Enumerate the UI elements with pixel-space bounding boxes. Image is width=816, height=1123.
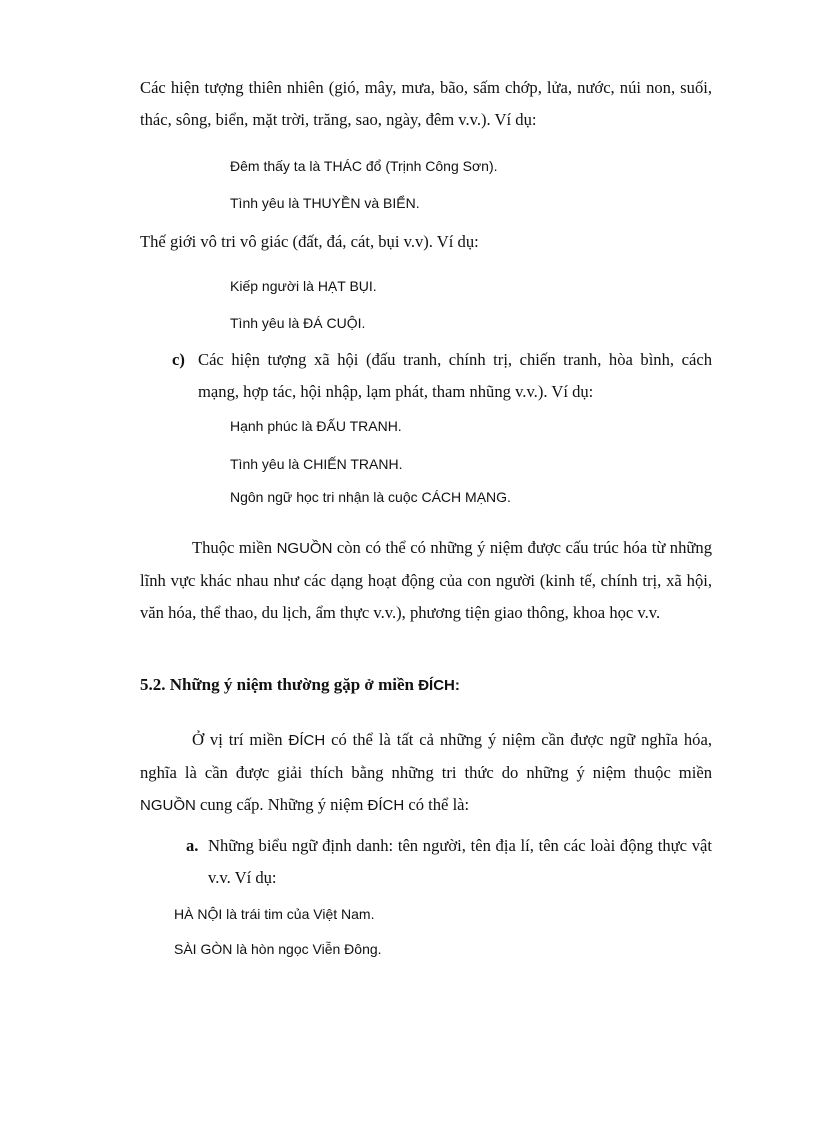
- example-line: Tình yêu là CHIẾN TRANH.: [230, 456, 403, 472]
- naming-expressions-text: Những biểu ngữ định danh: tên người, tên địa lí, tên các loài động thực vật v.v. Ví dụ:: [208, 836, 712, 887]
- term-source: NGUỒN: [140, 797, 196, 814]
- term-source: NGUỒN: [276, 540, 333, 557]
- source-domain-paragraph: Thuộc miền NGUỒN còn có thể có những ý niệm được cấu trúc hóa từ những lĩnh vực khác nhau như các dạng hoạt động của con người (kinh tế, chính trị, xã hội, văn hóa, thể thao, du lịch, ẩm thực v.v.), phương tiện giao thông, khoa học v.v.: [140, 538, 712, 622]
- example-line: Kiếp người là HẠT BỤI.: [230, 278, 377, 294]
- example-line: Ngôn ngữ học tri nhận là cuộc CÁCH MẠNG.: [230, 489, 511, 505]
- list-item-c: [172, 344, 712, 408]
- example-line: Hạnh phúc là ĐẤU TRANH.: [230, 418, 402, 434]
- natural-phenomena-text: Các hiện tượng thiên nhiên (gió, mây, mưa, bão, sấm chớp, lửa, nước, núi non, suối, thác, sông, biển, mặt trời, trăng, sao, ngày, đêm v.v.). Ví dụ:: [140, 78, 712, 129]
- section-heading: 5.2. Những ý niệm thường gặp ở miền ĐÍCH:: [140, 675, 460, 694]
- example-line: Tình yêu là ĐÁ CUỘI.: [230, 315, 366, 331]
- example-line: Đêm thấy ta là THÁC đổ (Trịnh Công Sơn).: [230, 158, 498, 174]
- term-target: ĐÍCH: [367, 797, 405, 814]
- list-item-a: [186, 830, 712, 894]
- example-line: Tình yêu là THUYỀN và BIỂN.: [230, 195, 420, 211]
- list-marker: a.: [186, 836, 199, 855]
- list-marker: c): [172, 350, 185, 369]
- term-target: ĐÍCH:: [418, 677, 460, 694]
- example-line: HÀ NỘI là trái tim của Việt Nam.: [174, 906, 375, 922]
- target-domain-paragraph: Ở vị trí miền ĐÍCH có thể là tất cả những ý niệm cần được ngữ nghĩa hóa, nghĩa là cần được giải thích bằng những tri thức do những ý niệm thuộc miền NGUỒN cung cấp. Những ý niệm ĐÍCH có thể là:: [140, 730, 712, 814]
- term-target: ĐÍCH: [288, 732, 326, 749]
- example-line: SÀI GÒN là hòn ngọc Viễn Đông.: [174, 941, 382, 957]
- inanimate-world-text: Thế giới vô tri vô giác (đất, đá, cát, bụi v.v). Ví dụ:: [140, 232, 479, 251]
- social-phenomena-text: Các hiện tượng xã hội (đấu tranh, chính trị, chiến tranh, hòa bình, cách mạng, hợp tác, hội nhập, lạm phát, tham nhũng v.v.). Ví dụ:: [198, 350, 712, 401]
